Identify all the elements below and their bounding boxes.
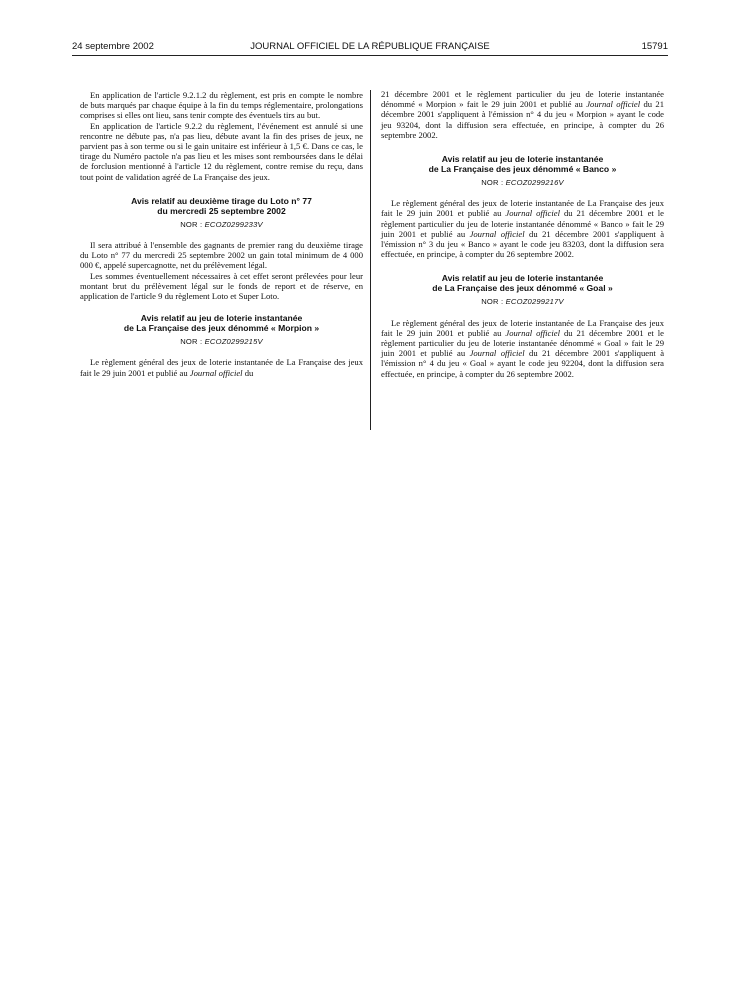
text-run: Le règlement général des jeux de loterie instantanée de La Française des jeux fait le 29 juin 2001 et publié au bbox=[80, 357, 363, 378]
journal-officiel-italic: Journal officiel bbox=[469, 348, 525, 359]
goal-notice-title-line1: Avis relatif au jeu de loterie instantanée bbox=[441, 273, 604, 284]
loto-paragraph-2: Les sommes éventuellement nécessaires à cet effet seront prélevées pour leur montant brut du prélèvement légal sur le fonds de report et de réserve, en application de l'article 9 du règlement Loto et Super Loto. bbox=[80, 270, 363, 302]
intro-paragraph-2: En application de l'article 9.2.2 du règlement, l'événement est annulé si une rencontre ne débute pas, n'a pas lieu, débute avant la fin des prises de jeux, ne parvient pas à son terme ou si le gain unitaire est inférieur à 1,5 €. Dans ce cas, le tirage du Numéro pactole n'a pas lieu et les mises sont remboursées dans le délai de forclusion mentionné à l'article 12 du règlement, contre remise du reçu, dans tout point de validation agréé de La Française des jeux. bbox=[80, 120, 363, 182]
nor-label: NOR : bbox=[180, 337, 203, 347]
journal-title: JOURNAL OFFICIEL DE LA RÉPUBLIQUE FRANÇAISE bbox=[250, 41, 490, 52]
page-number: 15791 bbox=[641, 41, 668, 52]
morpion-notice bbox=[80, 313, 363, 378]
goal-notice bbox=[381, 273, 664, 378]
column-divider bbox=[370, 90, 371, 430]
banco-paragraph bbox=[381, 198, 664, 259]
morpion-notice-title-line2: de La Française des jeux dénommé « Morpion » bbox=[123, 323, 320, 334]
text-run: Le règlement général des jeux de loterie instantanée de La Française des jeux fait le 29 juin 2001 et publié au bbox=[381, 198, 664, 219]
loto-nor bbox=[80, 220, 363, 230]
text-run: Le règlement général des jeux de loterie instantanée de La Française des jeux fait le 29 juin 2001 et publié au bbox=[381, 317, 664, 338]
intro-paragraph-1: En application de l'article 9.2.1.2 du règlement, est pris en compte le nombre de buts marqués par chaque équipe à la fin du temps réglementaire, prolongations comprises si elles ont lieu, sans tenir compte des éventuels tirs au but. bbox=[80, 90, 363, 121]
nor-code: ECOZ0299217V bbox=[505, 297, 564, 307]
left-column bbox=[80, 90, 363, 378]
loto-notice-title-line2: du mercredi 25 septembre 2002 bbox=[157, 205, 286, 216]
banco-nor bbox=[381, 178, 664, 188]
text-run: 21 décembre 2001 et le règlement particulier du jeu de loterie instantanée dénommé « Morpion » fait le 29 juin 2001 et publié au bbox=[381, 89, 664, 110]
nor-code: ECOZ0299233V bbox=[204, 219, 263, 229]
morpion-nor bbox=[80, 337, 363, 347]
morpion-paragraph-continued bbox=[381, 89, 664, 140]
right-column bbox=[381, 89, 664, 379]
journal-officiel-italic: Journal officiel bbox=[469, 228, 525, 239]
header-rule bbox=[72, 55, 668, 56]
text-run: du 21 décembre 2001 s'appliquent à l'émission n° 4 du jeu « Morpion » ayant le code jeu 93204, dont la diffusion sera effectuée, en principe, à compter du 26 septembre 2002. bbox=[381, 99, 664, 140]
morpion-notice-title-line1: Avis relatif au jeu de loterie instantanée bbox=[140, 313, 303, 324]
nor-code: ECOZ0299215V bbox=[204, 337, 263, 347]
nor-label: NOR : bbox=[481, 178, 504, 188]
text-run: du 21 décembre 2001 s'appliquent à l'émission n° 3 du jeu « Banco » ayant le code jeu 83203, dont la diffusion sera effectuée, en principe, à compter du 26 septembre 2002. bbox=[381, 228, 665, 260]
goal-notice-title-line2: de La Française des jeux dénommé « Goal » bbox=[432, 283, 613, 294]
text-run: du 21 décembre 2001 s'appliquent à l'émission n° 4 du jeu « Goal » ayant le code jeu 92204, dont la diffusion sera effectuée, en principe, à compter du 26 septembre 2002. bbox=[381, 348, 665, 379]
journal-officiel-italic: Journal officiel bbox=[586, 99, 641, 110]
goal-paragraph bbox=[381, 318, 664, 379]
morpion-paragraph-start bbox=[80, 357, 363, 377]
loto-paragraph-1: Il sera attribué à l'ensemble des gagnants de premier rang du deuxième tirage du Loto n° 77 du mercredi 25 septembre 2002 un gain total minimum de 4 000 000 €, appelé supercagnotte, net du prélèvement légal. bbox=[80, 240, 363, 271]
header-date: 24 septembre 2002 bbox=[72, 41, 154, 52]
loto-notice bbox=[80, 196, 363, 301]
nor-code: ECOZ0299216V bbox=[505, 178, 564, 188]
banco-notice bbox=[381, 154, 664, 259]
banco-notice-title-line2: de La Française des jeux dénommé « Banco » bbox=[428, 164, 617, 175]
journal-officiel-italic: Journal officiel bbox=[189, 367, 243, 378]
page-header bbox=[72, 41, 668, 55]
text-run: du 21 décembre 2001 et le règlement particulier du jeu de loterie instantanée dénommé « Banco » fait le 29 juin 2001 et publié au bbox=[381, 208, 664, 239]
nor-label: NOR : bbox=[180, 219, 203, 229]
banco-notice-title-line1: Avis relatif au jeu de loterie instantanée bbox=[441, 154, 604, 165]
journal-officiel-italic: Journal officiel bbox=[505, 208, 560, 219]
nor-label: NOR : bbox=[481, 297, 504, 307]
journal-officiel-italic: Journal officiel bbox=[505, 327, 560, 338]
goal-nor bbox=[381, 297, 664, 307]
loto-notice-title-line1: Avis relatif au deuxième tirage du Loto n° 77 bbox=[131, 195, 312, 206]
text-run: du 21 décembre 2001 et le règlement particulier du jeu de loterie instantanée dénommé « Goal » fait le 29 juin 2001 et publié au bbox=[381, 327, 664, 359]
text-run: du bbox=[242, 367, 254, 378]
